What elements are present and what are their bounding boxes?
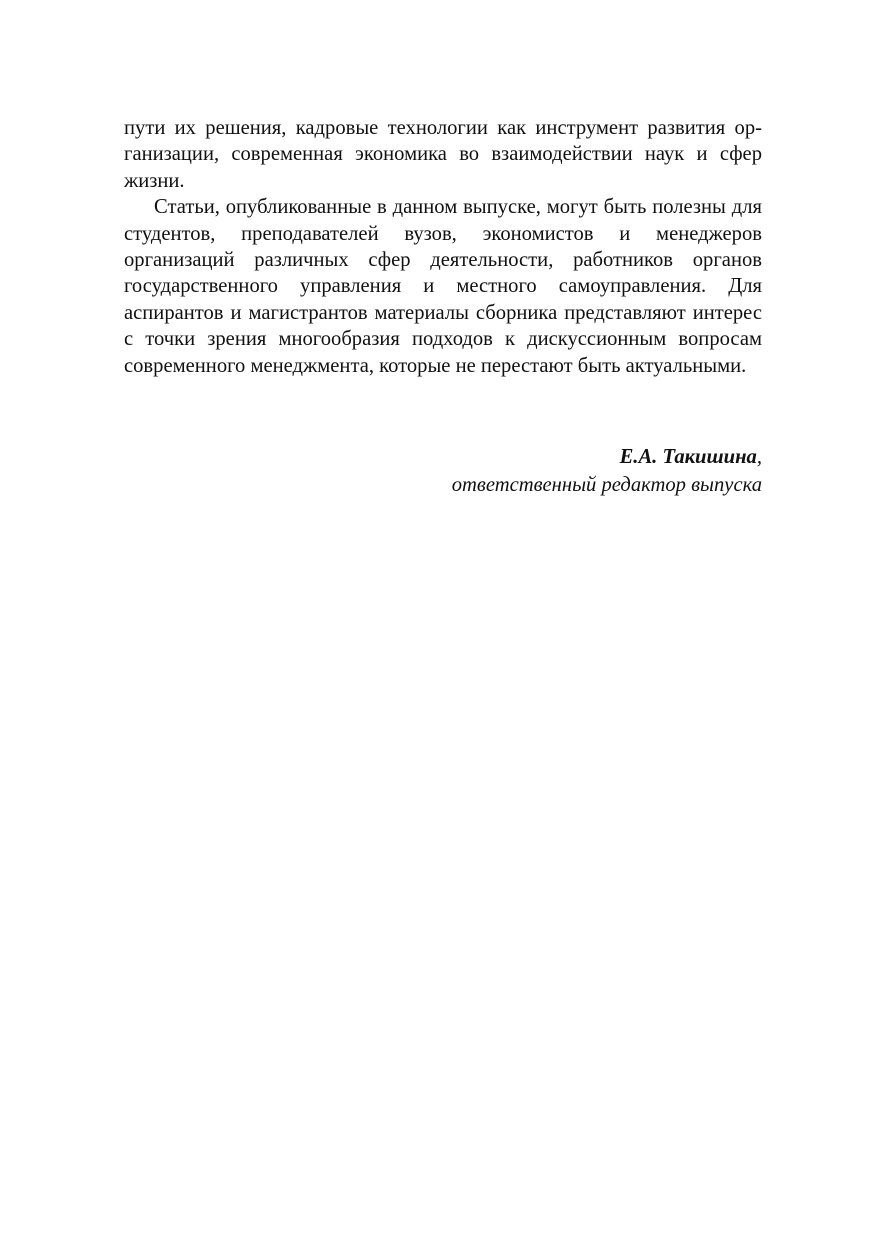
editor-name-suffix: ,	[756, 446, 762, 468]
text-line: вопросам современного менеджмента, которые не перестают быть	[124, 328, 762, 377]
text-line: организаций различных сфер деятельности, работников органов	[124, 249, 762, 272]
editor-role: ответственный редактор выпуска	[451, 474, 762, 496]
text-line: аспирантов и магистрантов материалы сборника представляют	[124, 301, 686, 324]
body-text	[124, 115, 762, 379]
text-line: актуальными.	[625, 354, 747, 377]
text-line: ганизации, современная экономика во взаимодействии наук и сфер	[124, 143, 762, 166]
text-line: пути их решения, кадровые технологии как инструмент развития ор-	[124, 117, 762, 139]
text-line: Статьи, опубликованные в данном выпуске, могут быть полезны	[154, 196, 726, 219]
paragraph-continuation	[124, 115, 762, 194]
text-line: жизни.	[124, 169, 185, 192]
editor-signature	[452, 443, 762, 499]
text-line: интерес с точки зрения многообразия подходов к дискуссионным	[124, 301, 762, 351]
paragraph-audience	[124, 194, 762, 379]
editor-name: Е.А. Такишина	[619, 446, 757, 468]
signature-name-line	[452, 443, 762, 471]
text-line: государственного управления и местного самоуправления. Для	[124, 275, 762, 298]
text-line: для студентов, преподавателей вузов, экономистов и менеджеров	[124, 196, 762, 245]
